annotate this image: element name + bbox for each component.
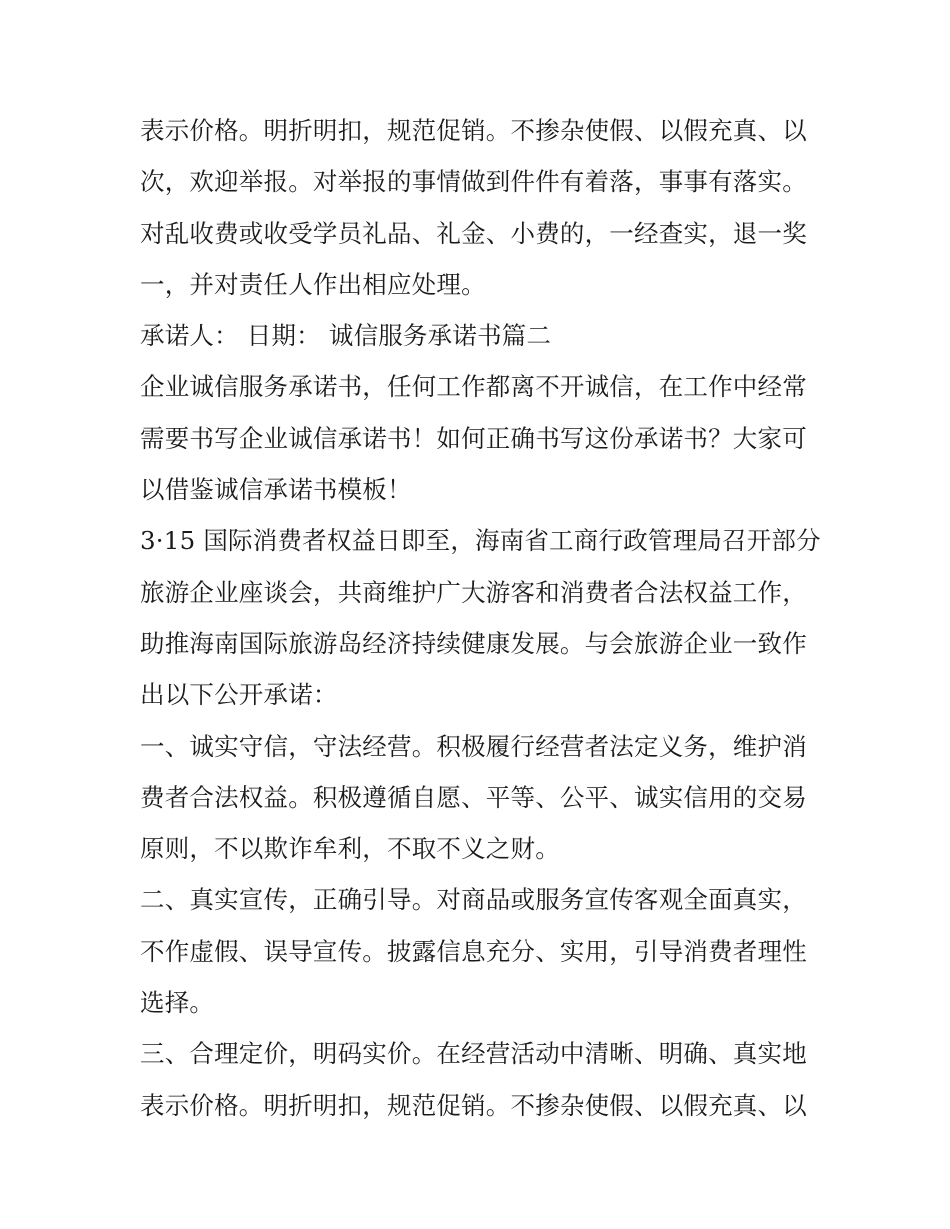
text-line: 一，并对责任人作出相应处理。 bbox=[140, 269, 486, 299]
signature-date-heading-line: 承诺人： 日期： 诚信服务承诺书篇二 bbox=[140, 321, 552, 351]
text-line: 原则，不以欺诈牟利，不取不义之财。 bbox=[140, 834, 560, 864]
text-line: 需要书写企业诚信承诺书！如何正确书写这份承诺书？大家可 bbox=[140, 423, 807, 453]
text-line: 表示价格。明折明扣，规范促销。不掺杂使假、以假充真、以 bbox=[140, 116, 807, 145]
text-line: 费者合法权益。积极遵循自愿、平等、公平、诚实信用的交易 bbox=[140, 782, 807, 812]
text-line: 以借鉴诚信承诺书模板！ bbox=[140, 475, 412, 505]
text-line: 一、诚实守信，守法经营。积极履行经营者法定义务，维护消 bbox=[140, 731, 807, 761]
text-line: 助推海南国际旅游岛经济持续健康发展。与会旅游企业一致作 bbox=[140, 628, 807, 658]
text-line: 出以下公开承诺： bbox=[140, 680, 338, 710]
text-line: 选择。 bbox=[140, 988, 215, 1018]
text-line: 表示价格。明折明扣，规范促销。不掺杂使假、以假充真、以 bbox=[140, 1090, 807, 1120]
text-line: 对乱收费或收受学员礼品、礼金、小费的，一经查实，退一奖 bbox=[140, 218, 807, 248]
text-line: 企业诚信服务承诺书，任何工作都离不开诚信，在工作中经常 bbox=[140, 372, 807, 402]
text-line: 二、真实宣传，正确引导。对商品或服务宣传客观全面真实， bbox=[140, 885, 807, 915]
text-line: 旅游企业座谈会，共商维护广大游客和消费者合法权益工作， bbox=[140, 577, 807, 607]
text-line: 三、合理定价，明码实价。在经营活动中清晰、明确、真实地 bbox=[140, 1039, 807, 1069]
text-line: 次，欢迎举报。对举报的事情做到件件有着落，事事有落实。 bbox=[140, 167, 807, 197]
text-line: 不作虚假、误导宣传。披露信息充分、实用，引导消费者理性 bbox=[140, 936, 807, 966]
text-line: 3·15 国际消费者权益日即至，海南省工商行政管理局召开部分 bbox=[140, 526, 821, 556]
document-body bbox=[140, 105, 830, 1131]
